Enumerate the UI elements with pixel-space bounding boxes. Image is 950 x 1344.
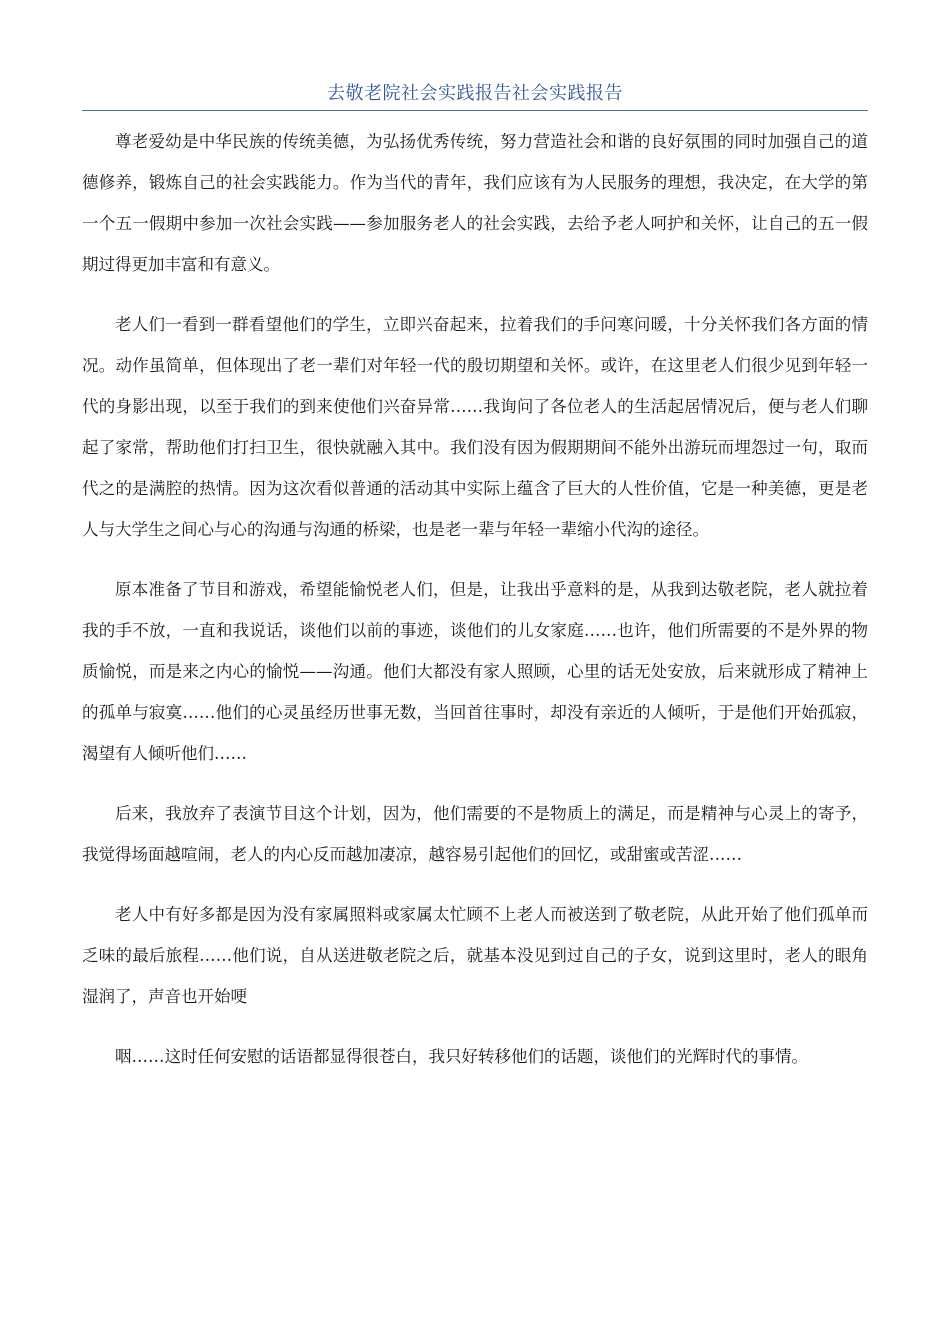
paragraph-6: 咽……这时任何安慰的话语都显得很苍白，我只好转移他们的话题，谈他们的光辉时代的事情。 [115, 1047, 808, 1066]
page-header [82, 80, 868, 111]
paragraph-5: 老人中有好多都是因为没有家属照料或家属太忙顾不上老人而被送到了敬老院，从此开始了他们孤单而乏味的最后旅程……他们说，自从送进敬老院之后，就基本没见到过自己的子女，说到这里时，老人的眼角湿润了，声音也开始哽 [82, 905, 868, 1006]
document-title: 去敬老院社会实践报告社会实践报告 [327, 83, 623, 104]
paragraph-4: 后来，我放弃了表演节目这个计划，因为，他们需要的不是物质上的满足，而是精神与心灵上的寄予，我觉得场面越喧闹，老人的内心反而越加凄凉，越容易引起他们的回忆，或甜蜜或苦涩…… [82, 804, 868, 864]
paragraph-3: 原本准备了节目和游戏，希望能愉悦老人们，但是，让我出乎意料的是，从我到达敬老院，老人就拉着我的手不放，一直和我说话，谈他们以前的事迹，谈他们的儿女家庭……也许，他们所需要的不是外界的物质愉悦，而是来之内心的愉悦——沟通。他们大都没有家人照顾，心里的话无处安放，后来就形成了精神上的孤单与寂寞……他们的心灵虽经历世事无数，当回首往事时，却没有亲近的人倾听，于是他们开始孤寂，渴望有人倾听他们…… [82, 580, 868, 763]
document-body [82, 121, 868, 1096]
paragraph-1: 尊老爱幼是中华民族的传统美德，为弘扬优秀传统，努力营造社会和谐的良好氛围的同时加强自己的道德修养，锻炼自己的社会实践能力。作为当代的青年，我们应该有为人民服务的理想，我决定，在大学的第一个五一假期中参加一次社会实践——参加服务老人的社会实践，去给予老人呵护和关怀，让自己的五一假期过得更加丰富和有意义。 [82, 132, 868, 274]
paragraph-2: 老人们一看到一群看望他们的学生，立即兴奋起来，拉着我们的手问寒问暖，十分关怀我们各方面的情况。动作虽简单，但体现出了老一辈们对年轻一代的殷切期望和关怀。或许，在这里老人们很少见到年轻一代的身影出现，以至于我们的到来使他们兴奋异常……我询问了各位老人的生活起居情况后，便与老人们聊起了家常，帮助他们打扫卫生，很快就融入其中。我们没有因为假期期间不能外出游玩而埋怨过一句，取而代之的是满腔的热情。因为这次看似普通的活动其中实际上蕴含了巨大的人性价值，它是一种美德，更是老人与大学生之间心与心的沟通与沟通的桥梁，也是老一辈与年轻一辈缩小代沟的途径。 [82, 315, 868, 539]
